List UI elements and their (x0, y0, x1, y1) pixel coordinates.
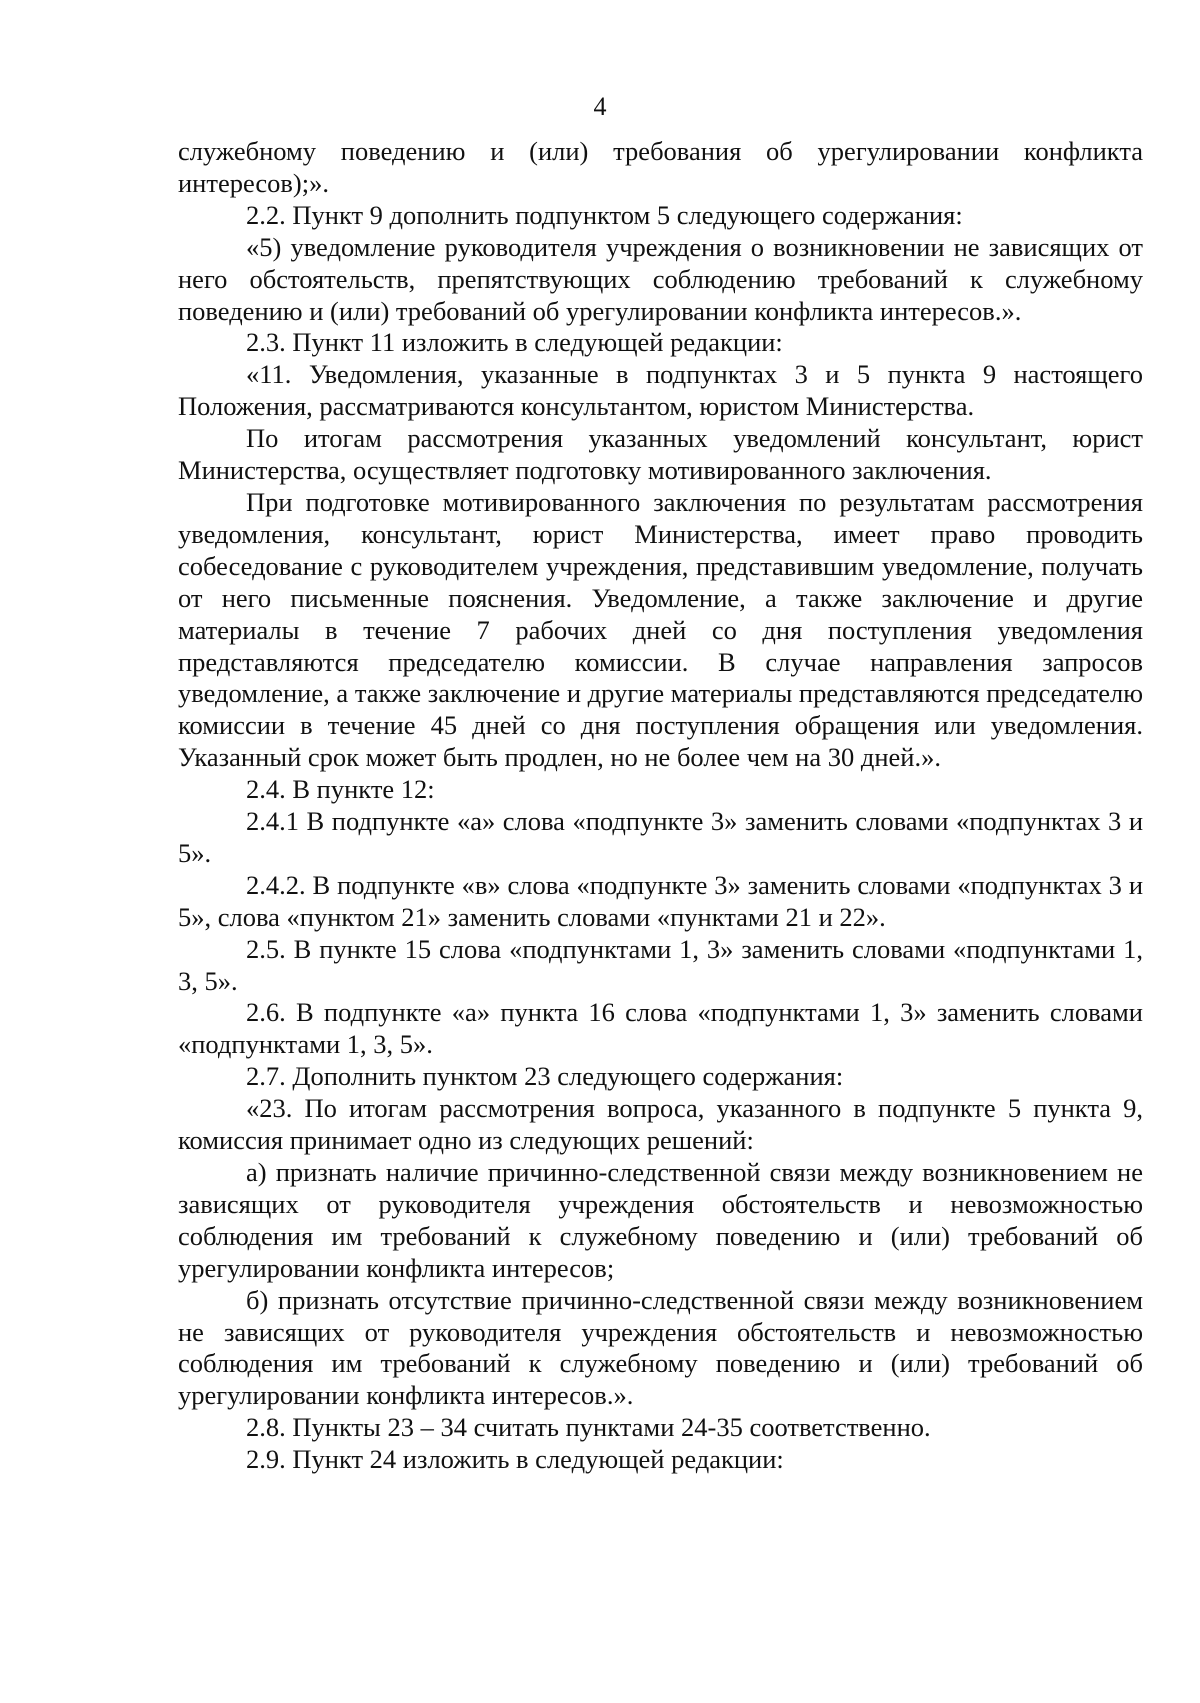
paragraph: 2.3. Пункт 11 изложить в следующей редакции: (246, 327, 783, 358)
paragraph: По итогам рассмотрения указанных уведомлений консультант, юрист Министерства, осуществляет подготовку мотивированного заключения. (178, 423, 1143, 486)
paragraph: При подготовке мотивированного заключения по результатам рассмотрения уведомления, консультант, юрист Министерства, имеет право проводить собеседование с руководителем учреждения, представившим уведомление, получать от него письменные пояснения. Уведомление, а также заключение и другие материалы в течение 7 рабочих дней со дня поступления уведомления представляются председателю комиссии. В случае направления запросов уведомление, а также заключение и другие материалы представляются председателю комиссии в течение 45 дней со дня поступления обращения или уведомления. Указанный срок может быть продлен, но не более чем на 30 дней.». (178, 486, 1143, 773)
paragraph: 2.6. В подпункте «а» пункта 16 слова «подпунктами 1, 3» заменить словами «подпунктами 1, 3, 5». (178, 997, 1143, 1060)
paragraph: 2.4.2. В подпункте «в» слова «подпункте 3» заменить словами «подпунктах 3 и 5», слова «пунктом 21» заменить словами «пунктами 21 и 22». (178, 869, 1143, 932)
paragraph: 2.9. Пункт 24 изложить в следующей редакции: (246, 1444, 784, 1475)
paragraph: а) признать наличие причинно-следственной связи между возникновением не зависящих от руководителя учреждения обстоятельств и невозможностью соблюдения им требований к служебному поведению и (или) требований об урегулировании конфликта интересов; (178, 1157, 1143, 1283)
document-body (178, 136, 1143, 1476)
paragraph: 2.4.1 В подпункте «а» слова «подпункте 3» заменить словами «подпунктах 3 и 5». (178, 806, 1143, 868)
paragraph: 2.7. Дополнить пунктом 23 следующего содержания: (246, 1061, 844, 1092)
paragraph: 2.2. Пункт 9 дополнить подпунктом 5 следующего содержания: (246, 199, 963, 230)
paragraph: «23. По итогам рассмотрения вопроса, указанного в подпункте 5 пункта 9, комиссия принимает одно из следующих решений: (178, 1093, 1143, 1156)
paragraph: 2.8. Пункты 23 – 34 считать пунктами 24-35 соответственно. (246, 1412, 931, 1443)
paragraph: б) признать отсутствие причинно-следственной связи между возникновением не зависящих от руководителя учреждения обстоятельств и невозможностью соблюдения им требований к служебному поведению и (или) требований об урегулировании конфликта интересов.». (178, 1284, 1143, 1411)
page-number: 4 (593, 92, 607, 121)
paragraph: 2.5. В пункте 15 слова «подпунктами 1, 3» заменить словами «подпунктами 1, 3, 5». (178, 933, 1143, 996)
paragraph: «11. Уведомления, указанные в подпунктах 3 и 5 пункта 9 настоящего Положения, рассматриваются консультантом, юристом Министерства. (178, 359, 1143, 422)
paragraph: служебному поведению и (или) требования об урегулировании конфликта интересов);». (178, 136, 1143, 198)
paragraph: 2.4. В пункте 12: (246, 774, 435, 805)
paragraph: «5) уведомление руководителя учреждения о возникновении не зависящих от него обстоятельств, препятствующих соблюдению требований к служебному поведению и (или) требований об урегулировании конфликта интересов.». (178, 231, 1143, 326)
